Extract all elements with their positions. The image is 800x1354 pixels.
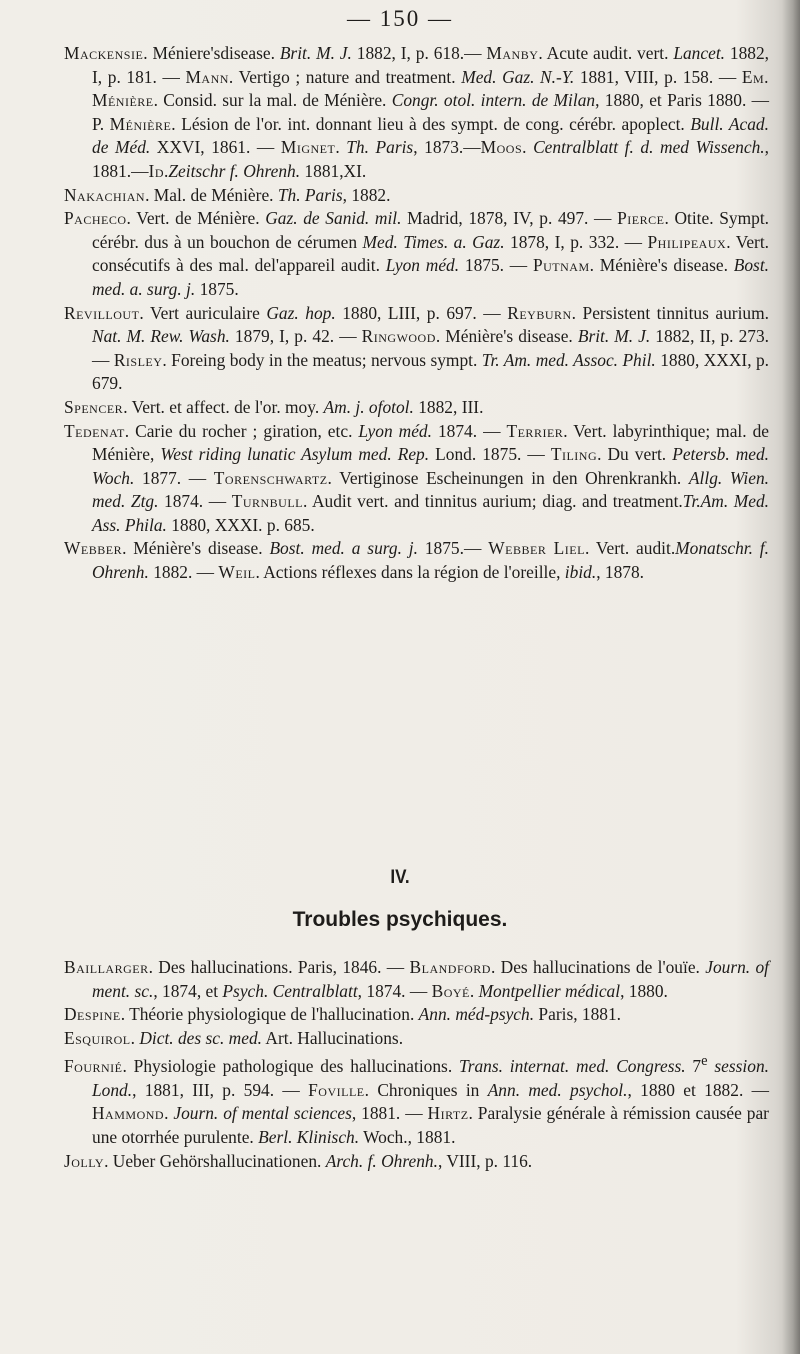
bibliography-section-iv — [64, 956, 769, 1173]
bibliography-entry: Tedenat. Carie du rocher ; giration, etc. Lyon méd. 1874. — Terrier. Vert. labyrinthique; mal. de Ménière, West riding lunatic Asylum med. Rep. Lond. 1875. — Tiling. Du vert. Petersb. med. Woch. 1877. — Torenschwartz. Vertiginose Escheinungen in den Ohrenkrankh. Allg. Wien. med. Ztg. 1874. — Turnbull. Audit vert. and tinnitus aurium; diag. and treatment.Tr.Am. Med. Ass. Phila. 1880, XXXI. p. 685. — [64, 420, 770, 535]
bibliography-entry: Revillout. Vert auriculaire Gaz. hop. 1880, LIII, p. 697. — Reyburn. Persistent tinnitus aurium. Nat. M. Rew. Wash. 1879, I, p. 42. — Ringwood. Ménière's disease. Brit. M. J. 1882, II, p. 273. — Risley. Foreing body in the meatus; nervous sympt. Tr. Am. med. Assoc. Phil. 1880, XXXI, p. 679. — [64, 302, 770, 394]
bibliography-entry: Pacheco. Vert. de Ménière. Gaz. de Sanid. mil. Madrid, 1878, IV, p. 497. — Pierce. Otite. Sympt. cérébr. dus à un bouchon de cérumen Med. Times. a. Gaz. 1878, I, p. 332. — Philipeaux. Vert. consécutifs à des mal. del'appareil audit. Lyon méd. 1875. — Putnam. Ménière's disease. Bost. med. a. surg. j. 1875. — [64, 208, 770, 299]
bibliography-section-iii — [64, 42, 769, 585]
bibliography-entry: Mackensie. Méniere'sdisease. Brit. M. J. 1882, I, p. 618.— Manby. Acute audit. vert. Lancet. 1882, I, p. 181. — Mann. Vertigo ; nature and treatment. Med. Gaz. N.-Y. 1881, VIII, p. 158. — Em. Ménière. Consid. sur la mal. de Ménière. Congr. otol. intern. de Milan, 1880, et Paris 1880. — P. Ménière. Lésion de l'or. int. donnant lieu à des sympt. de cong. cérébr. apoplect. Bull. Acad. de Méd. XXVI, 1861. — Mignet. Th. Paris, 1873.—Moos. Centralblatt f. d. med Wissench., 1881.—Id.Zeitschr f. Ohrenh. 1881,XI. — [64, 43, 770, 181]
bibliography-entry: Fournié. Physiologie pathologique des hallucinations. Trans. internat. med. Congress. 7e session. Lond., 1881, III, p. 594. — Foville. Chroniques in Ann. med. psychol., 1880 et 1882. — Hammond. Journ. of mental sciences, 1881. — Hirtz. Paralysie générale à rémission causée par une otorrhée purulente. Berl. Klinisch. Woch., 1881. — [64, 1053, 770, 1147]
page-number: — 150 — — [347, 6, 453, 31]
page-edge-shadow — [782, 0, 800, 1354]
bibliography-entry: Baillarger. Des hallucinations. Paris, 1846. — Blandford. Des hallucinations de l'ouïe. Journ. of ment. sc., 1874, et Psych. Centralblatt, 1874. — Boyé. Montpellier médical, 1880. — [64, 957, 769, 1001]
bibliography-entry: Nakachian. Mal. de Ménière. Th. Paris, 1882. — [64, 184, 391, 205]
bibliography-entry: Esquirol. Dict. des sc. med. Art. Hallucinations. — [64, 1027, 404, 1048]
bibliography-entry: Jolly. Ueber Gehörshallucinationen. Arch. f. Ohrenh., VIII, p. 116. — [64, 1150, 533, 1171]
bibliography-entry: Webber. Ménière's disease. Bost. med. a surg. j. 1875.— Webber Liel. Vert. audit.Monatschr. f. Ohrenh. 1882. — Weil. Actions réflexes dans la région de l'oreille, ibid., 1878. — [64, 538, 769, 583]
bibliography-entry: Despine. Théorie physiologique de l'hallucination. Ann. méd-psych. Paris, 1881. — [64, 1004, 622, 1025]
bibliography-entry: Spencer. Vert. et affect. de l'or. moy. Am. j. ofotol. 1882, III. — [64, 396, 484, 417]
section-number: IV. — [390, 867, 410, 888]
section-title: Troubles psychiques. — [292, 908, 508, 931]
